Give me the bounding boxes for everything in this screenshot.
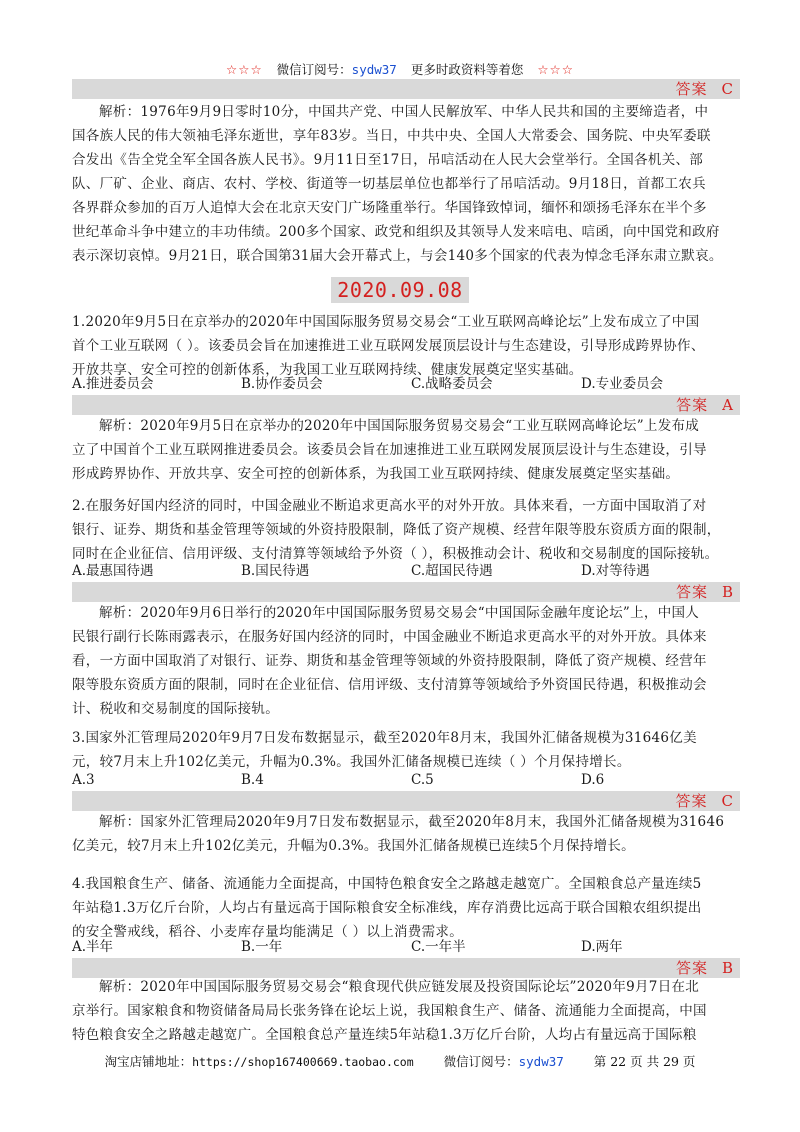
option-d: D.6 [581,772,605,788]
page-header [0,60,800,78]
analysis-line: 解析：1976年9月9日零时10分，中国共产党、中国人民解放军、中华人民共和国的主要缔造者，中 [99,104,709,120]
answer-value: B [721,583,734,601]
question-line: 年站稳1.3万亿斤台阶，人均占有量远高于国际粮食安全标准线，库存消费比远高于联合国粮农组织提出 [72,900,702,916]
date-title-text: 2020.09.08 [331,277,468,303]
question-line: 3.国家外汇管理局2020年9月7日发布数据显示，截至2020年8月末，我国外汇储备规模为31646亿美 [72,730,697,746]
analysis-line: 民银行副行长陈雨露表示，在服务好国内经济的同时，中国金融业不断追求更高水平的对外开放。具体来 [72,629,707,645]
footer-wechat-label: 微信订阅号： [443,1054,519,1069]
question-line: 的安全警戒线，稻谷、小麦库存量均能满足（ ）以上消费需求。 [72,924,463,940]
answer-label: 答案 [675,792,708,810]
analysis-line: 队、厂矿、企业、商店、农村、学校、街道等一切基层单位也都举行了吊唁活动。9月18日，首都工农兵 [72,176,706,192]
header-slogan: 更多时政资料等着您 [410,62,524,77]
analysis-line: 特色粮食安全之路越走越宽广。全国粮食总产量连续5年站稳1.3万亿斤台阶，人均占有量远高于国际粮 [72,1027,697,1043]
question-1 [72,310,740,382]
analysis-line: 解析：2020年9月6日举行的2020年中国国际服务贸易交易会“中国国际金融年度论坛”上，中国人 [99,605,700,621]
answer-bar [72,395,740,415]
analysis-line: 解析：2020年9月5日在京举办的2020年中国国际服务贸易交易会“工业互联网高峰论坛”上发布成 [99,418,700,434]
analysis-paragraph [72,601,740,721]
answer-bar [72,582,740,602]
question-line: 1.2020年9月5日在京举办的2020年中国国际服务贸易交易会“工业互联网高峰论坛”上发布成立了中国 [72,314,700,330]
option-a: A.最惠国待遇 [72,563,154,579]
answer-bar [72,791,740,811]
option-c: C.战略委员会 [411,376,493,392]
question-line: 首个工业互联网（ ）。该委员会旨在加速推进工业互联网发展顶层设计与生态建设，引导形成跨界协作、 [72,338,705,354]
option-c: C.5 [411,772,434,788]
analysis-line: 京举行。国家粮食和物资储备局局长张务锋在论坛上说，我国粮食生产、储备、流通能力全面提高，中国 [72,1003,707,1019]
option-d: D.对等待遇 [581,563,650,579]
answer-value: A [722,396,734,414]
question-2 [72,494,740,566]
answer-value: C [721,792,734,810]
analysis-paragraph [72,100,740,268]
analysis-paragraph [72,975,740,1047]
question-line: 4.我国粮食生产、储备、流通能力全面提高，中国特色粮食安全之路越走越宽广。全国粮食总产量连续5 [72,876,702,892]
analysis-paragraph [72,414,740,486]
option-b: B.协作委员会 [241,376,323,392]
option-a: A.半年 [72,939,114,955]
question-3 [72,726,740,774]
header-label: 微信订阅号： [276,62,352,77]
question-4 [72,872,740,944]
question-line: 同时在企业征信、信用评级、支付清算等领域给予外资（ ），积极推动会计、税收和交易制度的国际接轨。 [72,546,719,562]
question-line: 元，较7月末上升102亿美元，升幅为0.3%。我国外汇储备规模已连续（ ）个月保持增长。 [72,754,631,770]
header-account: sydw37 [351,62,397,77]
question-line: 银行、证券、期货和基金管理等领域的外资持股限制，降低了资产规模、经营年限等股东资质方面的限制， [72,522,721,538]
analysis-line: 世纪革命斗争中建立的丰功伟绩。200多个国家、政党和组织及其领导人发来唁电、唁函，向中国党和政府 [72,224,720,240]
answer-label: 答案 [675,583,708,601]
analysis-line: 各界群众参加的百万人追悼大会在北京天安门广场隆重举行。华国锋致悼词，缅怀和颂扬毛泽东在半个多 [72,200,707,216]
analysis-line: 立了中国首个工业互联网推进委员会。该委员会旨在加速推进工业互联网发展顶层设计与生态建设，引导 [72,442,707,458]
footer-wechat-account: sydw37 [518,1054,564,1069]
option-a: A.推进委员会 [72,376,154,392]
analysis-line: 解析：2020年中国国际服务贸易交易会“粮食现代供应链发展及投资国际论坛”2020年9月7日在北 [99,979,700,995]
analysis-paragraph [72,810,740,858]
option-d: D.两年 [581,939,623,955]
analysis-line: 表示深切哀悼。9月21日，联合国第31届大会开幕式上，与会140多个国家的代表为悼念毛泽东肃立默哀。 [72,248,723,264]
option-b: B.4 [241,772,264,788]
analysis-line: 形成跨界协作、开放共享、安全可控的创新体系，为我国工业互联网持续、健康发展奠定坚实基础。 [72,466,680,482]
option-d: D.专业委员会 [581,376,664,392]
header-stars-left: ☆☆☆ [226,62,263,77]
analysis-line: 亿美元，较7月末上升102亿美元，升幅为0.3%。我国外汇储备规模已连续5个月保持增长。 [72,838,635,854]
header-stars-right: ☆☆☆ [537,62,574,77]
question-line: 2.在服务好国内经济的同时，中国金融业不断追求更高水平的对外开放。具体来看，一方面中国取消了对 [72,498,707,514]
question-line: 开放共享、安全可控的创新体系，为我国工业互联网持续、健康发展奠定坚实基础。 [72,362,583,378]
analysis-line: 解析：国家外汇管理局2020年9月7日发布数据显示，截至2020年8月末，我国外汇储备规模为31646 [99,814,725,830]
option-c: C.一年半 [411,939,466,955]
page-footer [0,1052,800,1070]
footer-page-number: 第 22 页 共 29 页 [593,1054,696,1069]
option-a: A.3 [72,772,95,788]
answer-value: B [721,959,734,977]
analysis-line: 计、税收和交易制度的国际接轨。 [72,701,279,717]
answer-value: C [721,80,734,98]
answer-label: 答案 [676,396,709,414]
answer-label: 答案 [675,959,708,977]
date-title [0,277,800,303]
analysis-line: 看，一方面中国取消了对银行、证券、期货和基金管理等领域的外资持股限制，降低了资产规模、经营年 [72,653,707,669]
answer-bar [72,79,740,99]
footer-shop-link[interactable]: https://shop167400669.taobao.com [192,1055,414,1069]
option-b: B.一年 [241,939,283,955]
option-b: B.国民待遇 [241,563,310,579]
option-c: C.超国民待遇 [411,563,493,579]
analysis-line: 国各族人民的伟大领袖毛泽东逝世，享年83岁。当日，中共中央、全国人大常委会、国务院、中央军委联 [72,128,711,144]
analysis-line: 合发出《告全党全军全国各族人民书》。9月11日至17日，吊唁活动在人民大会堂举行。全国各机关、部 [72,152,704,168]
answer-label: 答案 [675,80,708,98]
analysis-line: 限等股东资质方面的限制，同时在企业征信、信用评级、支付清算等领域给予外资国民待遇，积极推动会 [72,677,707,693]
footer-shop-label: 淘宝店铺地址： [104,1054,193,1069]
